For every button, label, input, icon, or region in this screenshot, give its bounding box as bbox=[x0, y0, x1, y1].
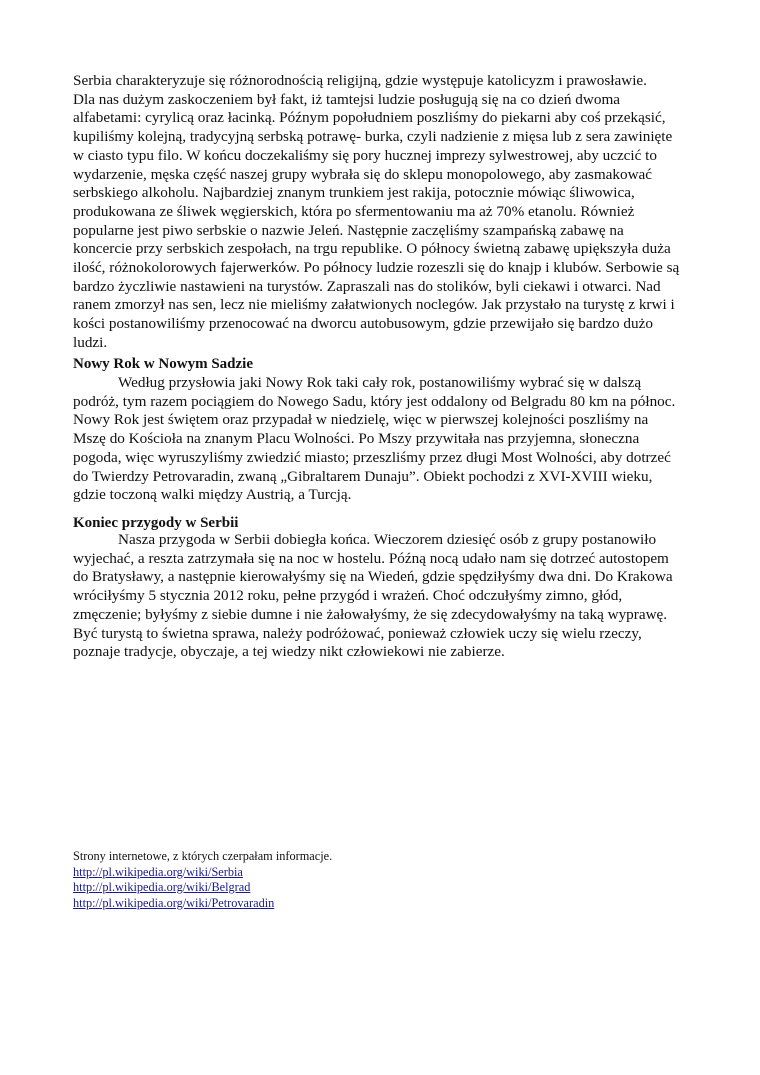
paragraph-line: Dla nas dużym zaskoczeniem był fakt, iż tamtejsi ludzie posługują się na co dzień dwoma bbox=[73, 90, 621, 108]
paragraph-line: popularne jest piwo serbskie o nazwie Jeleń. Następnie zaczęliśmy szampańską zabawę na bbox=[73, 221, 624, 239]
paragraph-line: Według przysłowia jaki Nowy Rok taki cały rok, postanowiliśmy wybrać się w dalszą bbox=[118, 374, 642, 391]
paragraph-line: pogoda, więc wyruszyliśmy zwiedzić miasto; przeszliśmy przez długi Most Wolności, aby dotrzeć bbox=[73, 448, 671, 466]
paragraph-line: podróż, tym razem pociągiem do Nowego Sadu, który jest oddalony od Belgradu 80 km na północ. bbox=[73, 392, 676, 410]
paragraph-line: w ciasto typu filo. W końcu doczekaliśmy się pory hucznej imprezy sylwestrowej, aby uczcić to bbox=[73, 146, 657, 164]
section-body-end bbox=[73, 531, 695, 662]
source-link-petrovaradin[interactable]: http://pl.wikipedia.org/wiki/Petrovaradin bbox=[73, 895, 275, 910]
paragraph-line: produkowana ze śliwek węgierskich, która po sfermentowaniu ma aż 70% etanolu. Również bbox=[73, 202, 635, 220]
paragraph-line: Nowy Rok jest świętem oraz przypadał w niedzielę, więc w pierwszej kolejności poszliśmy na bbox=[73, 411, 649, 429]
section-body-new-year bbox=[73, 374, 695, 505]
paragraph-line: gdzie toczoną walki między Austrią, a Turcją. bbox=[73, 486, 352, 504]
paragraph-line: wydarzenie, męska część naszej grupy wybrała się do sklepu monopolowego, aby zasmakować bbox=[73, 165, 653, 183]
paragraph-line: koncercie przy serbskich zespołach, na trgu republike. O północy świetną zabawę upiększyła duża bbox=[73, 240, 671, 258]
sources-heading: Strony internetowe, z których czerpałam informacje. bbox=[73, 849, 333, 863]
paragraph-line: kupiliśmy kolejną, tradycyjną serbską potrawę- burka, czyli nadzienie z mięsa lub z sera zawinięte bbox=[73, 128, 673, 146]
paragraph-line: wyjechać, a reszta zatrzymała się na noc w hostelu. Późną nocą udało nam się dotrzeć autostopem bbox=[73, 549, 669, 567]
paragraph-line: Serbia charakteryzuje się różnorodnością religijną, gdzie występuje katolicyzm i prawosławie. bbox=[73, 72, 647, 89]
paragraph-line: zmęczenie; byłyśmy z siebie dumne i nie żałowałyśmy, że się zdecydowałyśmy na taką wyprawę. bbox=[73, 605, 668, 623]
intro-paragraph bbox=[73, 72, 695, 353]
paragraph-line: do Bratysławy, a następnie kierowałyśmy się na Wiedeń, gdzie spędziłyśmy dwa dni. Do Krakowa bbox=[73, 568, 673, 586]
paragraph-line: ludzi. bbox=[73, 333, 108, 351]
paragraph-line: bardzo życzliwie nastawieni na turystów. Zapraszali nas do stolików, byli ciekawi i otwarci. Nad bbox=[73, 277, 661, 295]
paragraph-line: ranem zmorzył nas sen, lecz nie mieliśmy załatwionych noclegów. Jak przystało na turystę z krwi i bbox=[73, 296, 675, 314]
paragraph-line: kości postanowiliśmy przenocować na dworcu autobusowym, gdzie przewijało się bardzo dużo bbox=[73, 315, 653, 333]
section-heading-end: Koniec przygody w Serbii bbox=[73, 515, 239, 531]
section-heading-new-year: Nowy Rok w Nowym Sadzie bbox=[73, 356, 253, 372]
paragraph-line: do Twierdzy Petrovaradin, zwaną „Gibraltarem Dunaju”. Obiekt pochodzi z XVI-XVIII wieku, bbox=[73, 467, 653, 485]
paragraph-line: wróciłyśmy 5 stycznia 2012 roku, pełne przygód i wrażeń. Choć odczułyśmy zimno, głód, bbox=[73, 587, 623, 605]
paragraph-line: Nasza przygoda w Serbii dobiegła końca. Wieczorem dziesięć osób z grupy postanowiło bbox=[118, 531, 657, 548]
sources-list bbox=[73, 849, 332, 911]
paragraph-line: Mszę do Kościoła na znanym Placu Wolności. Po Mszy przywitała nas przyjemna, słoneczna bbox=[73, 430, 640, 448]
paragraph-line: Być turystą to świetna sprawa, należy podróżować, ponieważ człowiek uczy się wielu rzeczy, bbox=[73, 624, 642, 642]
paragraph-line: poznaje tradycje, obyczaje, a tej wiedzy nikt człowiekowi nie zabierze. bbox=[73, 643, 505, 661]
paragraph-line: alfabetami: cyrylicą oraz łacinką. Późnym popołudniem poszliśmy do piekarni aby coś przekąsić, bbox=[73, 109, 666, 127]
paragraph-line: ilość, różnokolorowych fajerwerków. Po północy ludzie rozeszli się do knajp i klubów. Serbowie są bbox=[73, 259, 680, 277]
source-link-serbia[interactable]: http://pl.wikipedia.org/wiki/Serbia bbox=[73, 864, 243, 879]
source-link-belgrad[interactable]: http://pl.wikipedia.org/wiki/Belgrad bbox=[73, 880, 251, 894]
paragraph-line: serbskiego alkoholu. Najbardziej znanym trunkiem jest rakija, potocznie mówiąc śliwowica, bbox=[73, 184, 635, 202]
